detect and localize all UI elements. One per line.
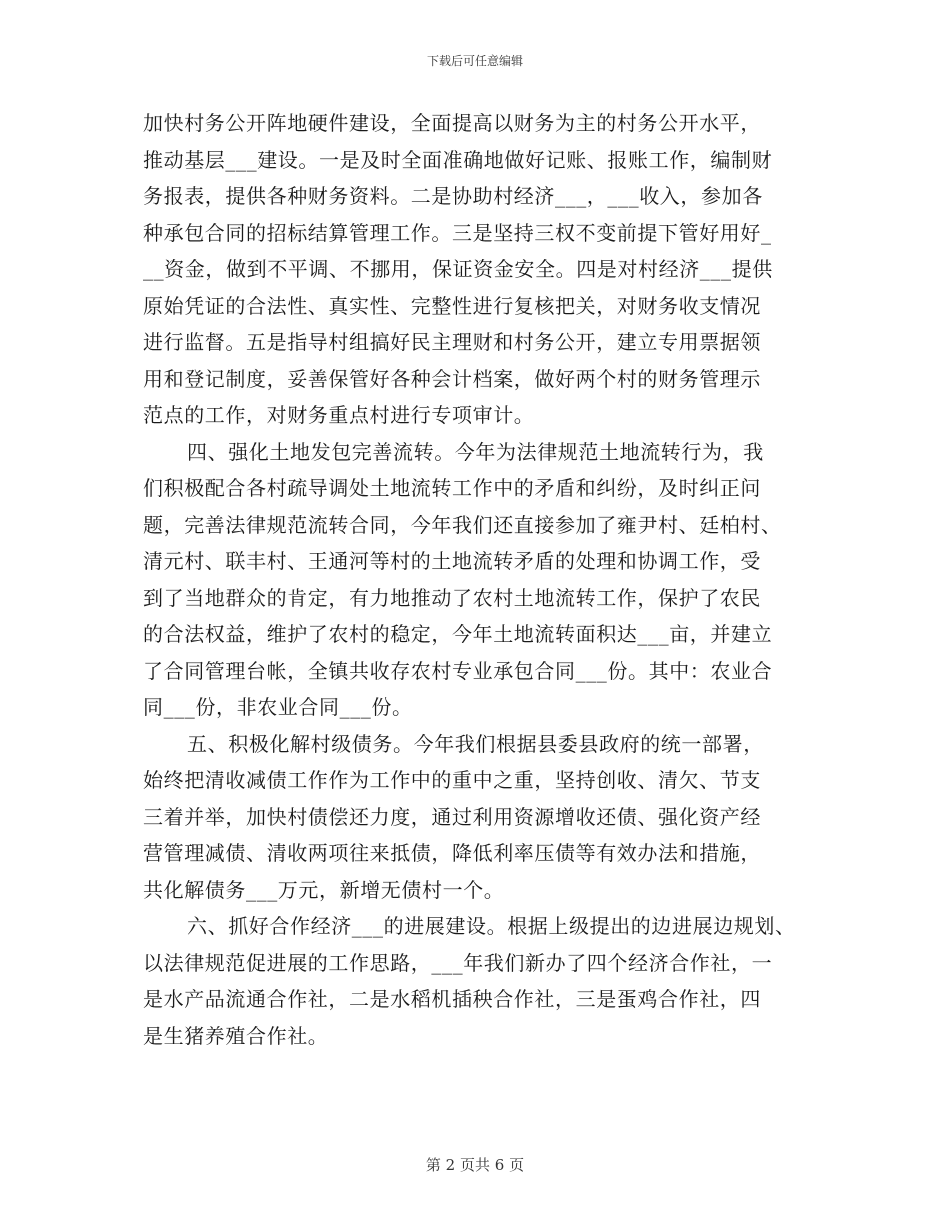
text-line: 以法律规范促进展的工作思路，___年我们新办了四个经济合作社，一: [143, 950, 773, 975]
text-line: 们积极配合各村疏导调处土地流转工作中的矛盾和纠纷，及时纠正问: [143, 476, 761, 500]
text-line: 进行监督。五是指导村组搞好民主理财和村务公开，建立专用票据领: [143, 330, 761, 354]
text-line: 务报表，提供各种财务资料。二是协助村经济___，___收入，参加各: [143, 184, 763, 208]
text-line: 用和登记制度，妥善保管好各种会计档案，做好两个村的财务管理示: [143, 366, 761, 391]
text-line: 是水产品流通合作社，二是水稻机插秧合作社，三是蛋鸡合作社，四: [143, 987, 761, 1011]
paragraph: [143, 726, 813, 909]
text-line: 范点的工作，对财务重点村进行专项审计。: [143, 403, 535, 427]
text-line: 始终把清收减债工作作为工作中的重中之重，坚持创收、清欠、节支: [143, 768, 761, 792]
text-line: 六、抓好合作经济___的进展建设。根据上级提出的边进展边规划、: [187, 914, 796, 938]
text-line: __资金，做到不平调、不挪用，保证资金安全。四是对村经济___提供: [143, 257, 773, 281]
page-footer: 第 2 页共 6 页: [425, 1156, 525, 1174]
page-header: 下载后可任意编辑: [426, 54, 523, 68]
text-line: 四、强化土地发包完善流转。今年为法律规范土地流转行为，我: [187, 439, 764, 464]
text-line: 同___份，非农业合同___份。: [143, 695, 413, 719]
text-line: 题，完善法律规范流转合同，今年我们还直接参加了雍尹村、廷柏村、: [143, 512, 782, 537]
text-line: 了合同管理台帐，全镇共收存农村专业承包合同___份。其中：农业合: [143, 658, 773, 683]
text-line: 共化解债务___万元，新增无债村一个。: [143, 877, 505, 902]
text-line: 的合法权益，维护了农村的稳定，今年土地流转面积达___亩，并建立: [143, 622, 773, 646]
text-line: 到了当地群众的肯定，有力地推动了农村土地流转工作，保护了农民: [143, 585, 761, 610]
text-line: 营管理减债、清收两项往来抵债，降低利率压债等有效办法和措施，: [143, 841, 761, 865]
text-line: 清元村、联丰村、王通河等村的土地流转矛盾的处理和协调工作，受: [143, 549, 761, 573]
text-line: 三着并举，加快村债偿还力度，通过利用资源增收还债、强化资产经: [143, 804, 761, 829]
paragraph: [143, 434, 813, 726]
document-body: [143, 105, 813, 1054]
paragraph: [143, 105, 813, 434]
text-line: 推动基层___建设。一是及时全面准确地做好记账、报账工作，编制财: [143, 147, 773, 172]
text-line: 是生猪养殖合作社。: [143, 1023, 329, 1048]
paragraph: [143, 908, 813, 1054]
text-line: 原始凭证的合法性、真实性、完整性进行复核把关，对财务收支情况: [143, 293, 761, 318]
text-line: 加快村务公开阵地硬件建设，全面提高以财务为主的村务公开水平，: [143, 111, 761, 135]
text-line: 五、积极化解村级债务。今年我们根据县委县政府的统一部署，: [187, 731, 764, 756]
text-line: 种承包合同的招标结算管理工作。三是坚持三权不变前提下管好用好_: [143, 220, 772, 245]
